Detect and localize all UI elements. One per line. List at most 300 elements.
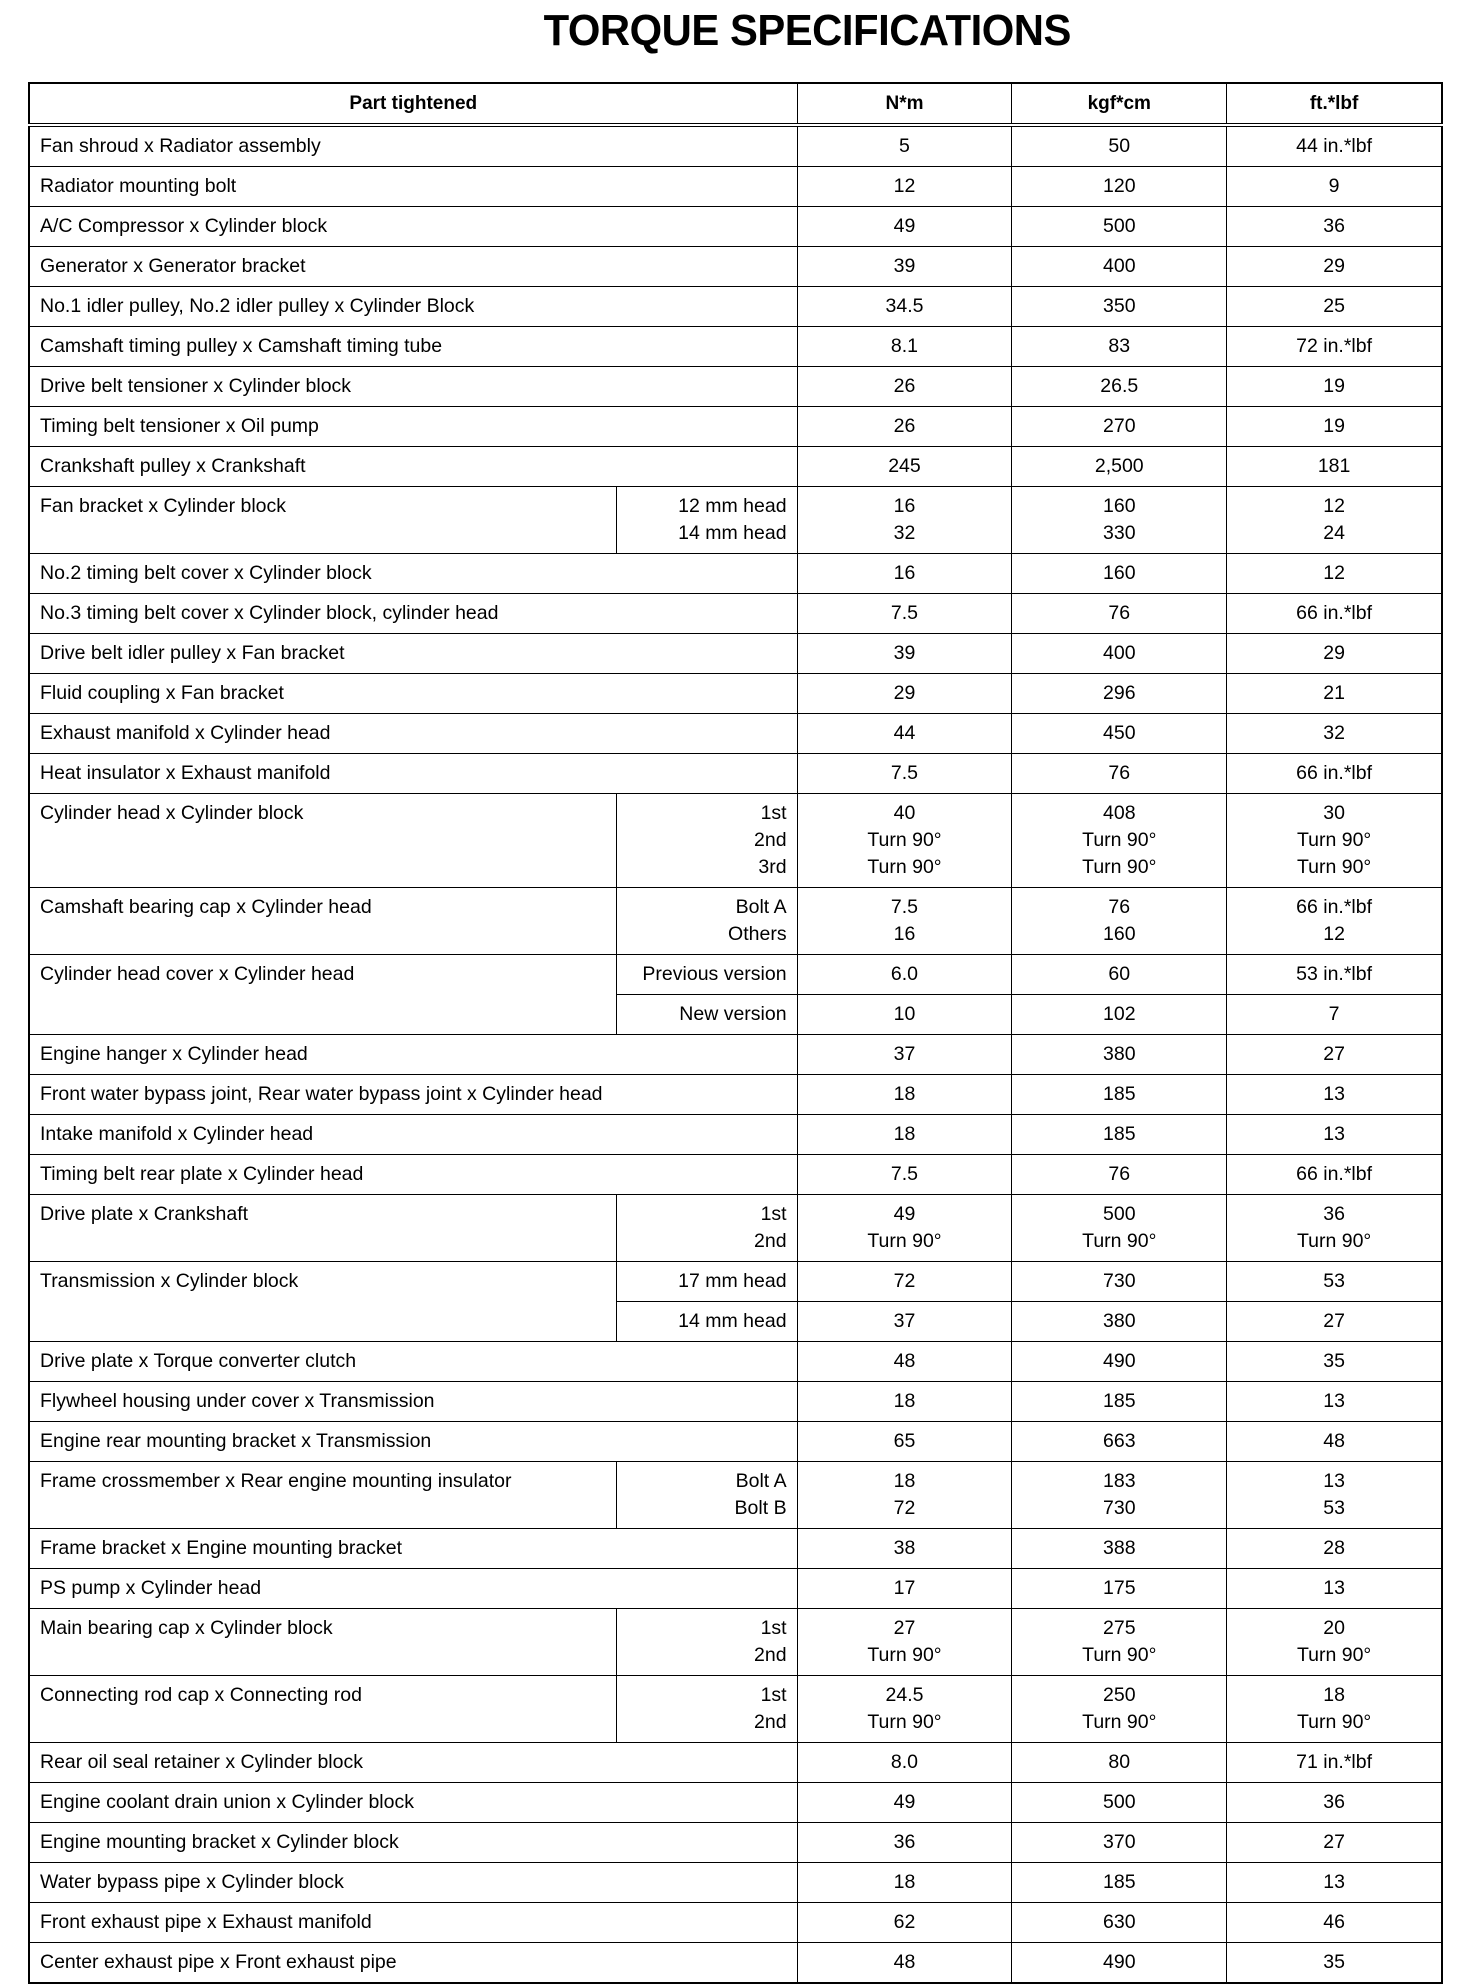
nm-cell-line: 18 [893,1083,916,1105]
table-row [29,1569,1442,1609]
ft-cell [1227,754,1442,794]
kgf-cell [1012,1422,1227,1462]
kgf-cell-line: Turn 90° [1082,856,1157,878]
kgf-cell-line: 296 [1103,682,1136,704]
ft-cell [1227,367,1442,407]
nm-cell-line: 26 [893,415,916,437]
table-row [29,1195,1442,1262]
ft-cell [1227,714,1442,754]
table-row [29,1115,1442,1155]
kgf-cell-line: 183 [1103,1470,1136,1492]
part-cell-line: Camshaft bearing cap x Cylinder head [40,896,372,918]
table-row [29,955,1442,995]
part-cell-line: Fluid coupling x Fan bracket [40,682,284,704]
kgf-cell-line: 330 [1103,522,1136,544]
ft-cell [1227,1155,1442,1195]
nm-cell [797,207,1012,247]
ft-cell [1227,1529,1442,1569]
ft-cell-line: 66 in.*lbf [1296,896,1373,918]
part-cell [29,634,797,674]
part-cell [29,1569,797,1609]
part-cell-line: Exhaust manifold x Cylinder head [40,722,331,744]
nm-cell-line: 18 [893,1470,916,1492]
kgf-cell [1012,1462,1227,1529]
table-row [29,287,1442,327]
table-row [29,1943,1442,1984]
nm-cell-line: 40 [893,802,916,824]
nm-cell-line: 65 [893,1430,916,1452]
condition-cell [617,888,797,955]
table-row [29,447,1442,487]
table-header-row [29,83,1442,125]
kgf-cell-line: 60 [1108,963,1131,985]
condition-cell [617,1462,797,1529]
condition-cell-line: 17 mm head [678,1270,787,1292]
kgf-cell-line: 50 [1108,135,1131,157]
part-cell-line: Engine coolant drain union x Cylinder block [40,1791,414,1813]
ft-cell [1227,1262,1442,1302]
ft-cell [1227,1422,1442,1462]
nm-cell-line: 48 [893,1350,916,1372]
kgf-cell [1012,1783,1227,1823]
part-cell [29,1195,617,1262]
condition-cell [617,1609,797,1676]
table-row [29,674,1442,714]
table-row [29,1609,1442,1676]
kgf-cell-line: 275 [1103,1617,1136,1639]
page-title: TORQUE SPECIFICATIONS [543,6,1071,55]
kgf-cell-line: 26.5 [1100,375,1139,397]
part-cell-line: Front water bypass joint, Rear water bypass joint x Cylinder head [40,1083,603,1105]
table-row [29,125,1442,167]
table-row [29,714,1442,754]
nm-cell [797,1342,1012,1382]
table-row [29,207,1442,247]
part-cell-line: No.3 timing belt cover x Cylinder block, cylinder head [40,602,499,624]
ft-cell-line: 13 [1323,1577,1345,1599]
part-cell-line: Transmission x Cylinder block [40,1270,299,1292]
nm-cell-line: 44 [893,722,916,744]
table-row [29,487,1442,554]
part-cell-line: Drive plate x Torque converter clutch [40,1350,357,1372]
nm-cell [797,754,1012,794]
kgf-cell-line: 408 [1103,802,1136,824]
ft-cell-line: 35 [1323,1350,1345,1372]
kgf-cell-line: 250 [1103,1684,1136,1706]
kgf-cell [1012,1863,1227,1903]
nm-cell [797,594,1012,634]
ft-cell-line: 29 [1323,642,1345,664]
kgf-cell [1012,794,1227,888]
kgf-cell [1012,1743,1227,1783]
header-nm: N*m [797,83,1012,125]
ft-cell [1227,1743,1442,1783]
nm-cell [797,247,1012,287]
ft-cell [1227,634,1442,674]
nm-cell [797,888,1012,955]
ft-cell [1227,995,1442,1035]
table-row [29,1743,1442,1783]
kgf-cell [1012,1342,1227,1382]
ft-cell-line: 13 [1323,1871,1345,1893]
nm-cell-line: Turn 90° [867,1644,942,1666]
ft-cell-line: 46 [1323,1911,1345,1933]
kgf-cell-line: 175 [1103,1577,1136,1599]
ft-cell-line: 35 [1323,1951,1345,1973]
kgf-cell [1012,995,1227,1035]
nm-cell [797,1155,1012,1195]
condition-cell-line: 1st [760,1617,787,1639]
kgf-cell [1012,287,1227,327]
part-cell [29,327,797,367]
condition-cell [617,1262,797,1302]
ft-cell-line: 66 in.*lbf [1296,762,1373,784]
part-cell [29,1382,797,1422]
part-cell [29,1609,617,1676]
nm-cell [797,1609,1012,1676]
ft-cell-line: 66 in.*lbf [1296,602,1373,624]
table-row [29,1462,1442,1529]
kgf-cell-line: 450 [1103,722,1136,744]
nm-cell-line: 49 [893,1203,916,1225]
kgf-cell-line: 76 [1108,896,1131,918]
condition-cell-line: Bolt A [735,896,787,918]
table-row [29,327,1442,367]
ft-cell-line: 27 [1323,1310,1345,1332]
nm-cell-line: 39 [893,255,916,277]
kgf-cell-line: 730 [1103,1497,1136,1519]
nm-cell-line: 7.5 [890,602,919,624]
part-cell [29,247,797,287]
ft-cell-line: 27 [1323,1043,1345,1065]
kgf-cell-line: 160 [1103,923,1136,945]
ft-cell-line: 36 [1323,1203,1345,1225]
kgf-cell-line: 500 [1103,1791,1136,1813]
kgf-cell [1012,1903,1227,1943]
condition-cell-line: 2nd [754,1230,787,1252]
nm-cell-line: 16 [893,495,916,517]
nm-cell [797,287,1012,327]
nm-cell [797,1529,1012,1569]
nm-cell-line: 39 [893,642,916,664]
condition-cell [617,995,797,1035]
condition-cell-line: 1st [760,1684,787,1706]
ft-cell-line: 29 [1323,255,1345,277]
ft-cell [1227,794,1442,888]
kgf-cell-line: 160 [1103,562,1136,584]
kgf-cell-line: 76 [1108,762,1131,784]
ft-cell-line: 19 [1323,415,1345,437]
nm-cell-line: 7.5 [890,762,919,784]
ft-cell [1227,1075,1442,1115]
ft-cell-line: 25 [1323,295,1345,317]
nm-cell-line: 5 [899,135,910,157]
table-row [29,1155,1442,1195]
part-cell-line: Camshaft timing pulley x Camshaft timing tube [40,335,443,357]
nm-cell [797,407,1012,447]
condition-cell-line: 2nd [754,829,787,851]
kgf-cell [1012,1155,1227,1195]
part-cell [29,487,617,554]
nm-cell [797,995,1012,1035]
nm-cell-line: 17 [893,1577,916,1599]
header-part: Part tightened [29,83,797,125]
ft-cell [1227,1863,1442,1903]
nm-cell-line: 32 [893,522,916,544]
kgf-cell [1012,447,1227,487]
kgf-cell-line: 83 [1108,335,1131,357]
nm-cell [797,367,1012,407]
ft-cell-line: 53 in.*lbf [1296,963,1373,985]
table-row [29,1903,1442,1943]
nm-cell-line: 37 [893,1310,916,1332]
part-cell-line: Fan bracket x Cylinder block [40,495,287,517]
kgf-cell-line: 102 [1103,1003,1136,1025]
nm-cell [797,1195,1012,1262]
ft-cell [1227,167,1442,207]
ft-cell [1227,1035,1442,1075]
ft-cell [1227,287,1442,327]
nm-cell-line: 245 [888,455,921,477]
ft-cell [1227,888,1442,955]
ft-cell-line: 12 [1323,923,1345,945]
table-row [29,367,1442,407]
part-cell [29,1783,797,1823]
nm-cell [797,1462,1012,1529]
ft-cell-line: 36 [1323,215,1345,237]
kgf-cell-line: 185 [1103,1871,1136,1893]
nm-cell-line: 18 [893,1390,916,1412]
kgf-cell [1012,327,1227,367]
nm-cell [797,487,1012,554]
table-row [29,1823,1442,1863]
part-cell [29,407,797,447]
ft-cell [1227,594,1442,634]
kgf-cell [1012,1823,1227,1863]
kgf-cell-line: 76 [1108,1163,1131,1185]
condition-cell-line: 14 mm head [678,522,787,544]
nm-cell-line: 72 [893,1497,916,1519]
part-cell-line: Flywheel housing under cover x Transmission [40,1390,435,1412]
kgf-cell [1012,367,1227,407]
condition-cell-line: 14 mm head [678,1310,787,1332]
part-cell [29,1903,797,1943]
ft-cell [1227,407,1442,447]
condition-cell-line: New version [679,1003,787,1025]
part-cell-line: Drive belt idler pulley x Fan bracket [40,642,345,664]
table-row [29,1783,1442,1823]
kgf-cell [1012,125,1227,167]
kgf-cell [1012,1262,1227,1302]
kgf-cell [1012,554,1227,594]
ft-cell-line: Turn 90° [1296,856,1372,878]
nm-cell-line: 36 [893,1831,916,1853]
ft-cell [1227,1115,1442,1155]
ft-cell-line: 53 [1323,1270,1345,1292]
table-row [29,247,1442,287]
condition-cell [617,955,797,995]
kgf-cell [1012,167,1227,207]
kgf-cell-line: 400 [1103,642,1136,664]
kgf-cell [1012,714,1227,754]
nm-cell [797,674,1012,714]
table-row [29,1863,1442,1903]
nm-cell-line: Turn 90° [867,829,942,851]
table-row [29,1342,1442,1382]
condition-cell-line: 2nd [754,1644,787,1666]
condition-cell [617,1676,797,1743]
part-cell-line: Rear oil seal retainer x Cylinder block [40,1751,363,1773]
ft-cell-line: 13 [1323,1123,1345,1145]
part-cell [29,1462,617,1529]
nm-cell-line: 10 [893,1003,916,1025]
nm-cell [797,1863,1012,1903]
part-cell-line: Cylinder head x Cylinder block [40,802,304,824]
nm-cell [797,1783,1012,1823]
ft-cell-line: 72 in.*lbf [1296,335,1373,357]
nm-cell [797,327,1012,367]
nm-cell-line: 18 [893,1123,916,1145]
nm-cell [797,794,1012,888]
nm-cell-line: 49 [893,215,916,237]
kgf-cell [1012,1075,1227,1115]
part-cell-line: Cylinder head cover x Cylinder head [40,963,355,985]
nm-cell [797,1115,1012,1155]
kgf-cell [1012,407,1227,447]
part-cell-line: PS pump x Cylinder head [40,1577,262,1599]
part-cell [29,287,797,327]
ft-cell-line: 53 [1323,1497,1345,1519]
nm-cell-line: 26 [893,375,916,397]
header-kgf: kgf*cm [1012,83,1227,125]
part-cell [29,1115,797,1155]
part-cell-line: Center exhaust pipe x Front exhaust pipe [40,1951,397,1973]
table-row [29,554,1442,594]
kgf-cell [1012,1115,1227,1155]
ft-cell-line: 13 [1323,1470,1345,1492]
part-cell [29,1342,797,1382]
nm-cell [797,1676,1012,1743]
part-cell [29,1035,797,1075]
ft-cell-line: 12 [1323,562,1345,584]
nm-cell-line: Turn 90° [867,1711,942,1733]
kgf-cell [1012,487,1227,554]
kgf-cell [1012,207,1227,247]
kgf-cell [1012,888,1227,955]
ft-cell-line: 21 [1323,682,1345,704]
condition-cell-line: 1st [760,1203,787,1225]
ft-cell-line: 71 in.*lbf [1296,1751,1373,1773]
table-row [29,634,1442,674]
table-row [29,167,1442,207]
nm-cell [797,125,1012,167]
ft-cell-line: 36 [1323,1791,1345,1813]
nm-cell-line: 24.5 [885,1684,924,1706]
kgf-cell [1012,1943,1227,1984]
part-cell [29,1823,797,1863]
part-cell [29,754,797,794]
ft-cell-line: Turn 90° [1296,1644,1372,1666]
nm-cell [797,1075,1012,1115]
nm-cell [797,634,1012,674]
nm-cell-line: 16 [893,562,916,584]
part-cell-line: Timing belt rear plate x Cylinder head [40,1163,364,1185]
nm-cell-line: 34.5 [885,295,924,317]
table-row [29,1075,1442,1115]
nm-cell-line: 18 [893,1871,916,1893]
part-cell-line: No.1 idler pulley, No.2 idler pulley x Cylinder Block [40,295,475,317]
nm-cell-line: Turn 90° [867,856,942,878]
nm-cell [797,1262,1012,1302]
nm-cell-line: 12 [893,175,916,197]
condition-cell-line: Others [728,923,787,945]
kgf-cell [1012,1676,1227,1743]
kgf-cell [1012,247,1227,287]
nm-cell-line: 62 [893,1911,916,1933]
kgf-cell [1012,1302,1227,1342]
kgf-cell-line: 500 [1103,1203,1136,1225]
kgf-cell [1012,594,1227,634]
ft-cell [1227,1569,1442,1609]
part-cell-line: Timing belt tensioner x Oil pump [40,415,319,437]
table-row [29,754,1442,794]
table-row [29,1035,1442,1075]
part-cell-line: Intake manifold x Cylinder head [40,1123,314,1145]
part-cell-line: No.2 timing belt cover x Cylinder block [40,562,372,584]
nm-cell-line: 8.0 [890,1751,919,1773]
nm-cell-line: 8.1 [890,335,919,357]
kgf-cell-line: 185 [1103,1083,1136,1105]
part-cell-line: Main bearing cap x Cylinder block [40,1617,333,1639]
part-cell [29,207,797,247]
ft-cell-line: 66 in.*lbf [1296,1163,1373,1185]
part-cell [29,1075,797,1115]
ft-cell [1227,554,1442,594]
kgf-cell-line: 350 [1103,295,1136,317]
nm-cell-line: 27 [893,1617,916,1639]
nm-cell [797,1569,1012,1609]
kgf-cell-line: 185 [1103,1123,1136,1145]
nm-cell [797,167,1012,207]
condition-cell [617,1195,797,1262]
condition-cell-line: 12 mm head [678,495,787,517]
ft-cell-line: 48 [1323,1430,1345,1452]
part-cell-line: Generator x Generator bracket [40,255,306,277]
nm-cell-line: 38 [893,1537,916,1559]
table-row [29,1529,1442,1569]
ft-cell [1227,125,1442,167]
table-row [29,1422,1442,1462]
ft-cell [1227,247,1442,287]
part-cell [29,888,617,955]
nm-cell [797,1302,1012,1342]
ft-cell [1227,487,1442,554]
part-cell-line: Engine mounting bracket x Cylinder block [40,1831,399,1853]
part-cell-line: Engine hanger x Cylinder head [40,1043,308,1065]
ft-cell [1227,207,1442,247]
ft-cell [1227,1676,1442,1743]
ft-cell [1227,447,1442,487]
part-cell [29,794,617,888]
kgf-cell [1012,1382,1227,1422]
kgf-cell-line: 80 [1108,1751,1131,1773]
condition-cell-line: 3rd [758,856,787,878]
ft-cell-line: 19 [1323,375,1345,397]
part-cell-line: Drive plate x Crankshaft [40,1203,249,1225]
ft-cell-line: 30 [1323,802,1345,824]
ft-cell [1227,1342,1442,1382]
table-row [29,407,1442,447]
